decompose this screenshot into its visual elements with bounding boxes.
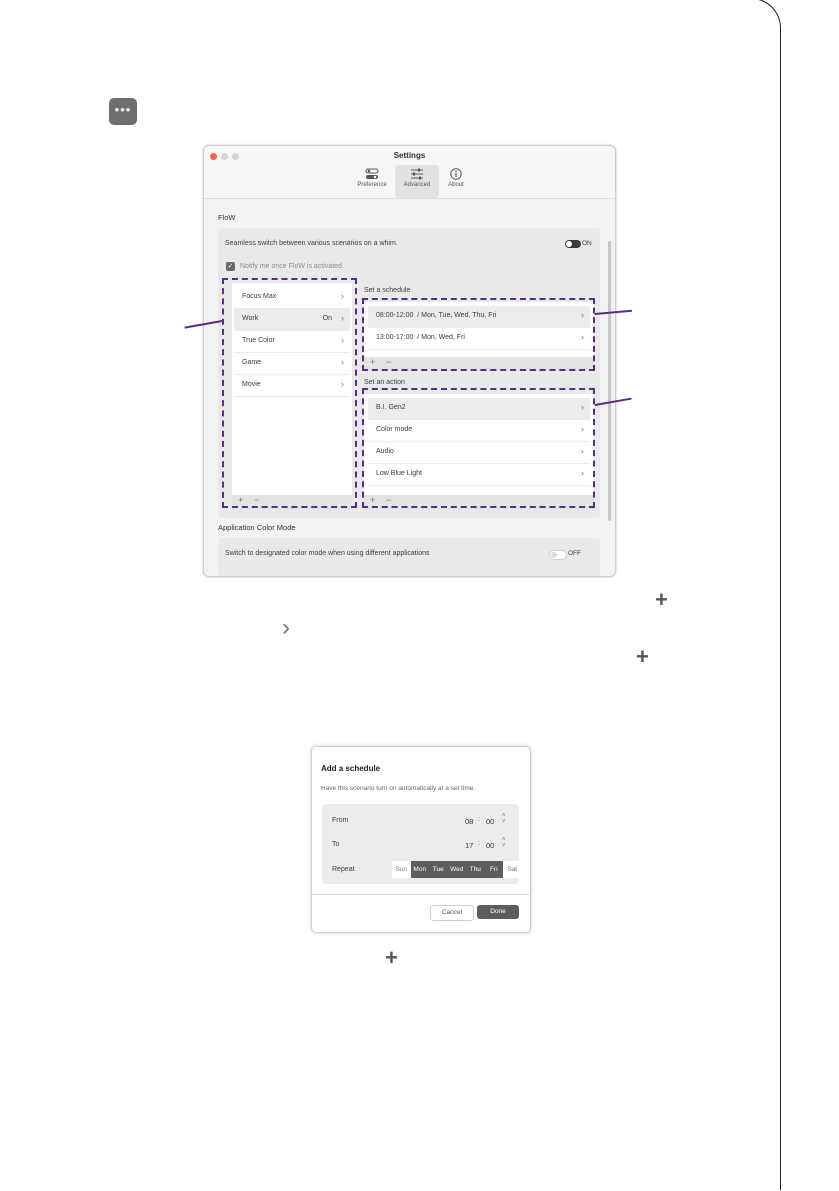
acm-card: [218, 538, 600, 577]
tab-label: Preference: [357, 182, 387, 188]
scenario-label: True Color: [242, 337, 275, 344]
chevron-right-icon: ›: [341, 335, 344, 345]
chevron-right-icon: ›: [581, 332, 584, 342]
day-fri[interactable]: Fri: [485, 861, 504, 878]
tab-label: Advanced: [403, 182, 431, 188]
time-range: 08:00-12:00: [376, 312, 414, 319]
to-hour[interactable]: 17: [465, 841, 474, 850]
day-thu[interactable]: Thu: [466, 861, 485, 878]
cancel-button[interactable]: Cancel: [430, 905, 474, 921]
chevron-right-icon: ›: [341, 291, 344, 301]
action-title: Set an action: [364, 379, 405, 386]
notify-label: Notify me once FloW is activated.: [240, 263, 344, 270]
scrollbar[interactable]: [608, 241, 611, 521]
tab-label: About: [448, 182, 464, 188]
schedule-title: Set a schedule: [364, 287, 411, 294]
from-label: From: [332, 817, 349, 824]
notify-checkbox[interactable]: ✓: [227, 263, 234, 270]
plus-icon: +: [636, 644, 649, 669]
scenario-label: Game: [242, 359, 262, 366]
chevron-right-icon: ›: [581, 310, 584, 320]
chevron-right-icon: ›: [581, 402, 584, 412]
acm-description: Switch to designated color mode when using different applications: [225, 550, 430, 557]
flow-toggle[interactable]: [565, 240, 581, 248]
acm-toggle[interactable]: [549, 550, 567, 560]
flow-section-title: FloW: [218, 213, 236, 222]
action-label: Low Blue Light: [376, 470, 422, 477]
repeat-day-picker: [392, 861, 522, 878]
chevron-right-icon: ›: [581, 446, 584, 456]
time-range: 13:00-17:00: [376, 334, 414, 341]
dialog-title: Add a schedule: [321, 764, 381, 773]
day-list: / Mon, Wed, Fri: [417, 334, 465, 341]
remove-button[interactable]: −: [386, 495, 392, 505]
flow-toggle-label: ON: [582, 240, 592, 247]
from-hour[interactable]: 08: [465, 817, 474, 826]
tab-about[interactable]: [434, 165, 478, 198]
day-sun[interactable]: Sun: [392, 861, 411, 878]
schedule-highlight-box: [362, 298, 595, 371]
chevron-right-icon: ›: [581, 424, 584, 434]
chevron-right-icon: ›: [341, 313, 344, 323]
day-sat[interactable]: Sat: [503, 861, 522, 878]
action-label: Audio: [376, 448, 394, 455]
remove-button[interactable]: −: [386, 357, 392, 367]
sliders-icon: [410, 168, 424, 180]
scenario-label: Focus Max: [242, 293, 277, 300]
to-label: To: [332, 841, 340, 848]
window-title: Settings: [393, 151, 426, 160]
day-wed[interactable]: Wed: [448, 861, 467, 878]
chevron-right-icon: ›: [341, 379, 344, 389]
toggle-knob: [551, 552, 557, 558]
scenario-status: On: [322, 315, 332, 322]
toggles-icon: [365, 168, 379, 180]
acm-toggle-label: OFF: [568, 550, 581, 557]
time-separator: :: [478, 840, 480, 847]
add-button[interactable]: +: [238, 495, 244, 505]
from-stepper-icon[interactable]: ˄ ˅: [502, 813, 506, 825]
action-highlight-box: [362, 388, 595, 508]
action-label: B.I. Gen2: [376, 404, 406, 411]
dialog-subtitle: Have this scenario turn on automatically at a set time.: [321, 785, 476, 792]
scenario-highlight-box: [222, 278, 357, 508]
plus-icon: +: [655, 587, 668, 612]
repeat-label: Repeat: [332, 866, 355, 873]
to-minute[interactable]: 00: [486, 841, 495, 850]
day-mon[interactable]: Mon: [411, 861, 430, 878]
flow-description: Seamless switch between various scenarios on a whim.: [225, 240, 398, 247]
chevron-right-icon: ›: [581, 468, 584, 478]
done-button[interactable]: Done: [477, 905, 519, 919]
day-list: / Mon, Tue, Wed, Thu, Fri: [417, 312, 497, 319]
toggle-knob: [566, 241, 572, 247]
tab-advanced[interactable]: [395, 165, 439, 198]
remove-button[interactable]: −: [254, 495, 260, 505]
acm-section-title: Application Color Mode: [218, 523, 296, 532]
scenario-label: Movie: [242, 381, 261, 388]
plus-icon: +: [385, 945, 398, 970]
from-minute[interactable]: 00: [486, 817, 495, 826]
add-button[interactable]: +: [370, 357, 376, 367]
add-schedule-dialog: [311, 746, 531, 933]
chevron-right-icon: ›: [282, 614, 290, 641]
add-button[interactable]: +: [370, 495, 376, 505]
scenario-label: Work: [242, 315, 259, 322]
day-tue[interactable]: Tue: [429, 861, 448, 878]
action-label: Color mode: [376, 426, 413, 433]
dialog-divider: [312, 894, 530, 895]
schedule-form: [322, 804, 519, 884]
title-bar: [204, 146, 615, 199]
more-icon[interactable]: •••: [109, 98, 137, 125]
time-separator: :: [478, 816, 480, 823]
tab-preference[interactable]: [350, 165, 394, 198]
chevron-right-icon: ›: [341, 357, 344, 367]
info-icon: [449, 168, 463, 180]
to-stepper-icon[interactable]: ˄ ˅: [502, 837, 506, 849]
